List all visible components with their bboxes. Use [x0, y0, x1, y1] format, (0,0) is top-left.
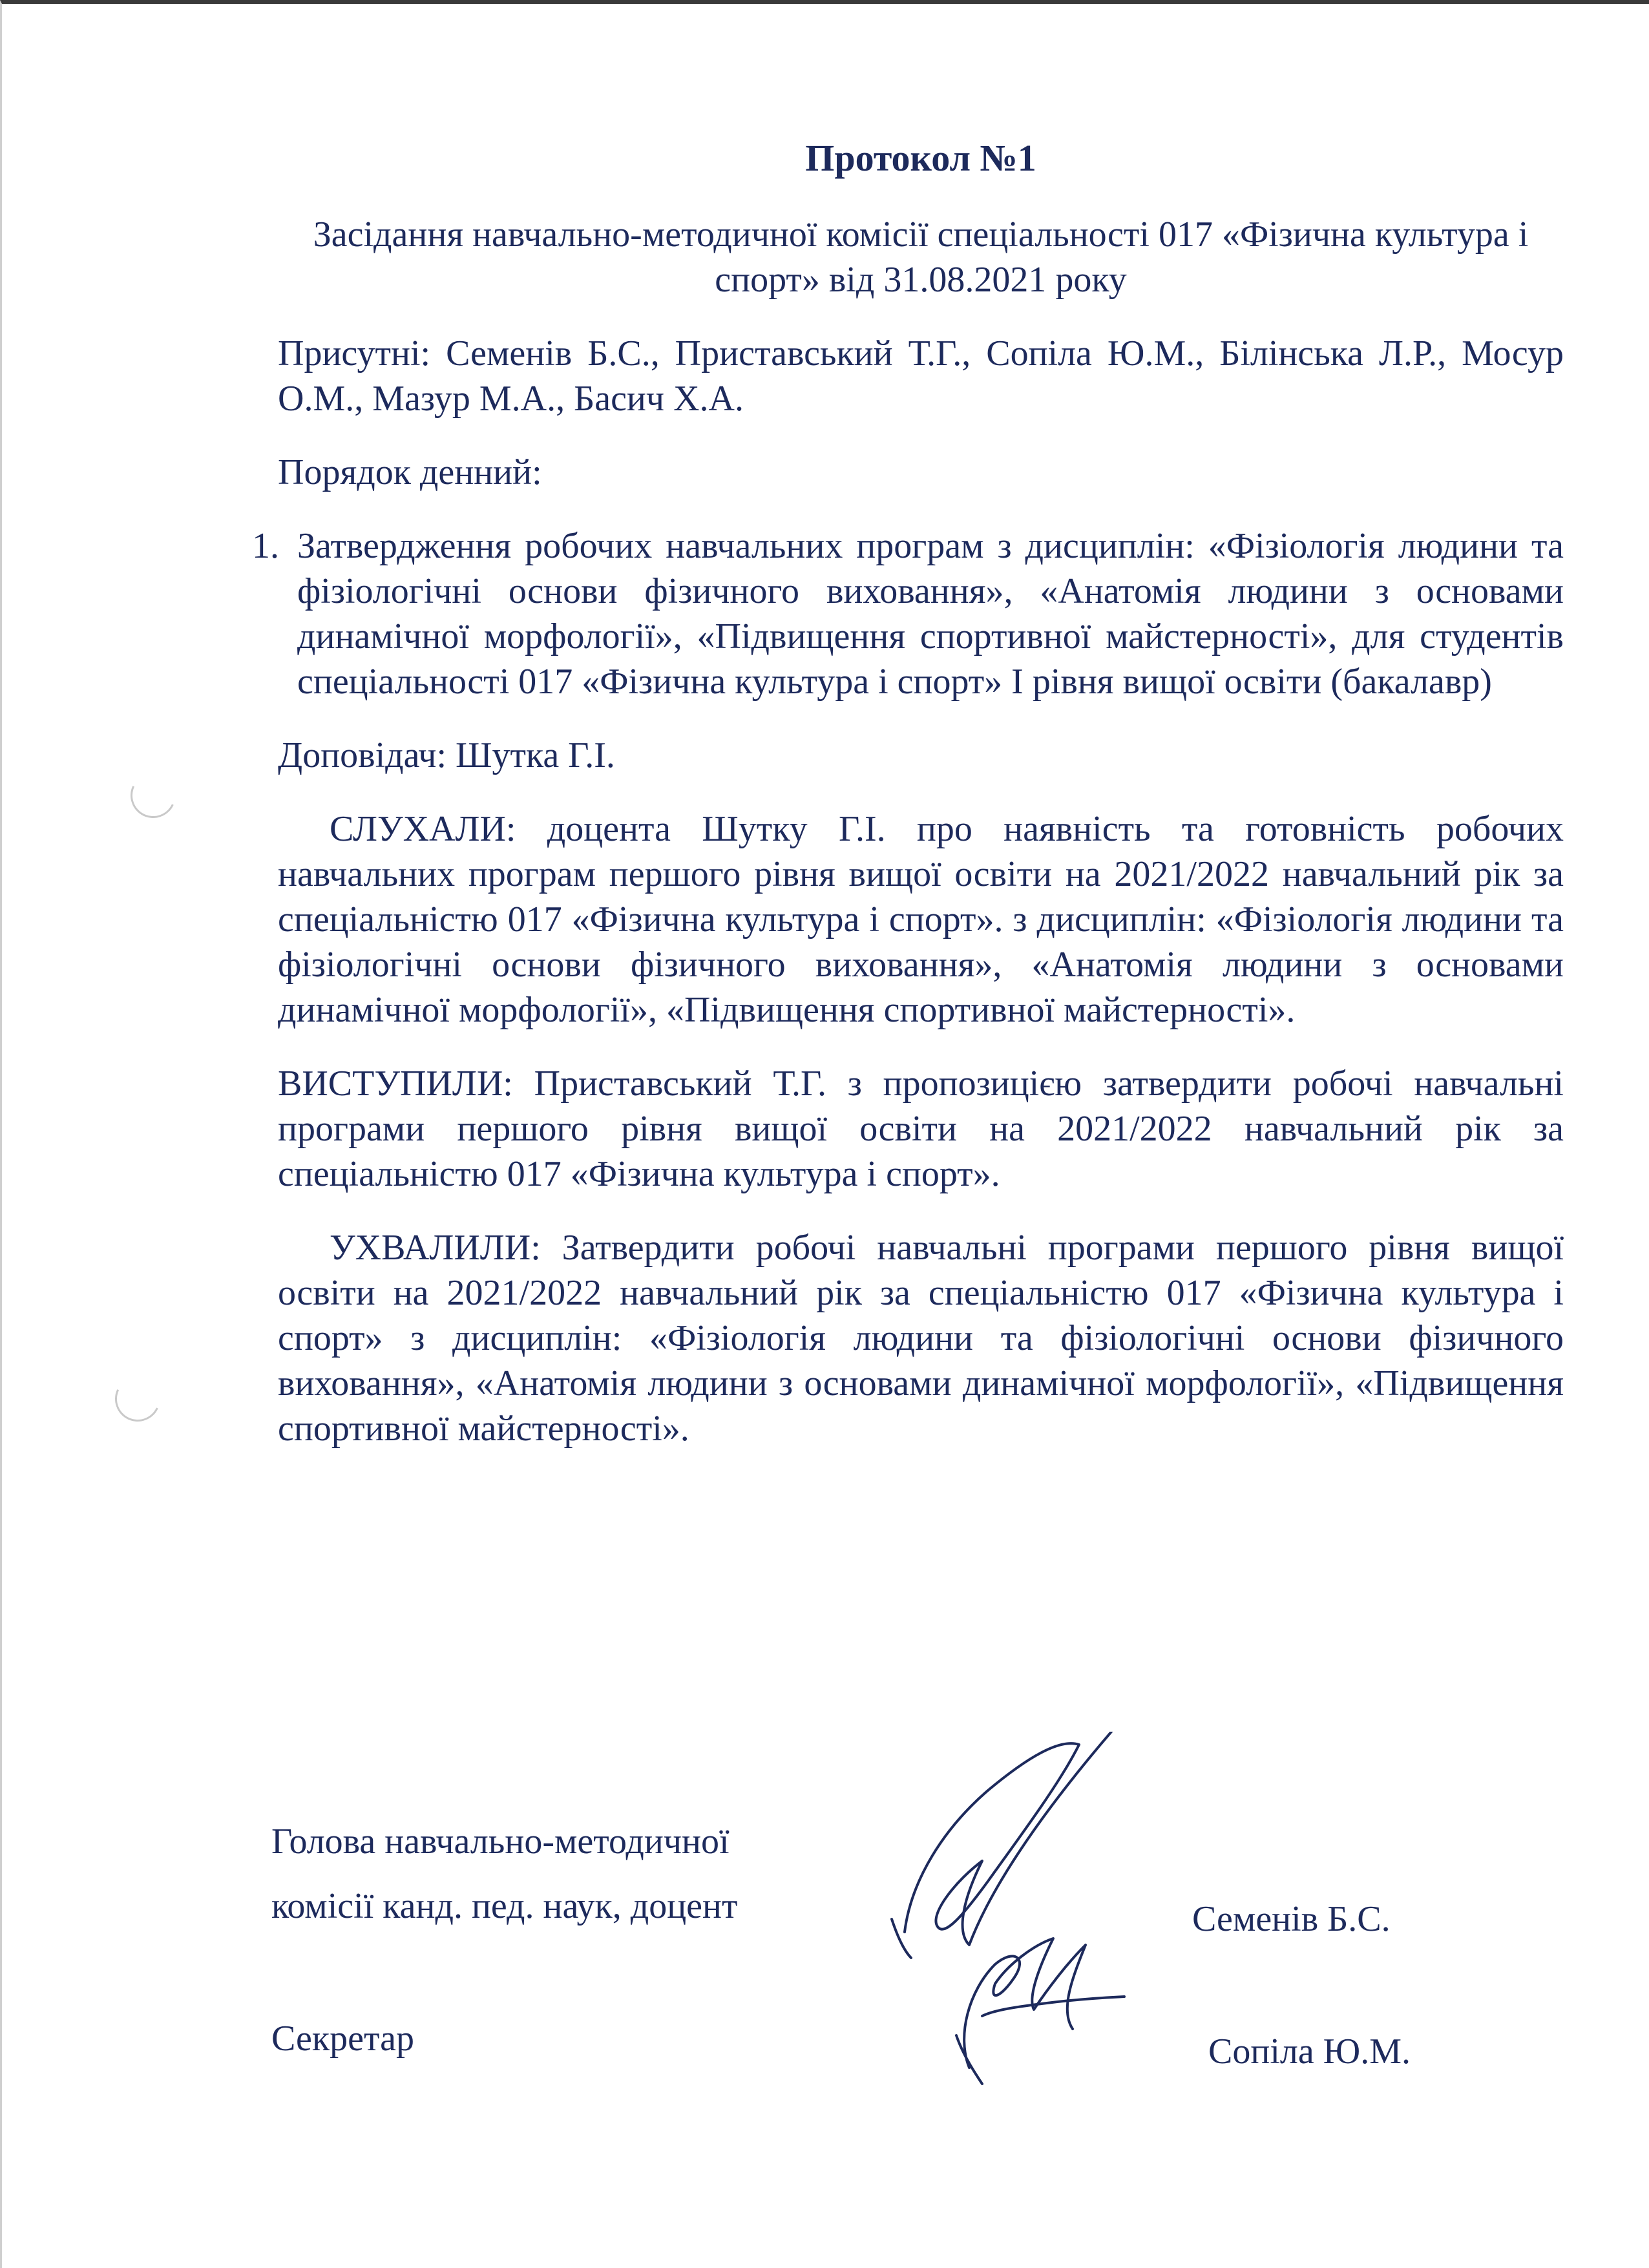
- secretary-name: Сопіла Ю.М.: [1208, 2032, 1411, 2072]
- secretary-label: Секретар: [271, 2019, 414, 2059]
- document-subtitle: Засідання навчально-методичної комісії спеціальності 017 «Фізична культура і спорт» від 31.08.2021 року: [313, 215, 1529, 300]
- agenda-item-number: 1.: [252, 526, 279, 566]
- chair-signature-stroke: [905, 1732, 1111, 1945]
- punch-hole-mark: [124, 766, 182, 824]
- punch-hole-mark: [109, 1370, 167, 1428]
- speaker-line: Доповідач: Шутка Г.І.: [278, 735, 615, 775]
- chair-title-line1: Голова навчально-методичної: [271, 1822, 730, 1862]
- resolved-paragraph: УХВАЛИЛИ: Затвердити робочі навчальні програми першого рівня вищої освіти на 2021/2022 навчальний рік за спеціальністю 017 «Фізична культура і спорт» з дисциплін: «Фізіологія людини та фізіологічні основи фізичного виховання», «Анатомія людини з основами динамічної морфології», «Підвищення спортивної майстерності».: [278, 1228, 1564, 1449]
- agenda-heading: Порядок денний:: [278, 452, 542, 492]
- secretary-signature-stroke: [956, 2035, 982, 2084]
- secretary-signature-stroke: [964, 1938, 1086, 2068]
- secretary-signature-stroke: [982, 1997, 1124, 2016]
- handwritten-signatures: [866, 1732, 1137, 2094]
- chair-signature-stroke: [892, 1919, 911, 1958]
- spoke-paragraph: ВИСТУПИЛИ: Приставський Т.Г. з пропозицією затвердити робочі навчальні програми першого рівня вищої освіти на 2021/2022 навчальний рік за спеціальністю 017 «Фізична культура і спорт».: [278, 1064, 1564, 1194]
- document-body: [252, 136, 1564, 1480]
- agenda-item: [252, 523, 1564, 704]
- chair-title-line2: комісії канд. пед. наук, доцент: [271, 1886, 738, 1926]
- chair-name: Семенів Б.С.: [1192, 1899, 1391, 1939]
- agenda-list: [252, 523, 1564, 704]
- heard-paragraph: СЛУХАЛИ: доцента Шутку Г.І. про наявність та готовність робочих навчальних програм першого рівня вищої освіти на 2021/2022 навчальний рік за спеціальністю 017 «Фізична культура і спорт». з дисциплін: «Фізіологія людини та фізіологічні основи фізичного виховання», «Анатомія людини з основами динамічної морфології», «Підвищення спортивної майстерності».: [278, 809, 1564, 1030]
- present-list: Присутні: Семенів Б.С., Приставський Т.Г., Сопіла Ю.М., Білінська Л.Р., Мосур О.М., Мазур М.А., Басич Х.А.: [278, 333, 1564, 419]
- document-title: Протокол №1: [805, 137, 1036, 179]
- agenda-item-text: Затвердження робочих навчальних програм з дисциплін: «Фізіологія людини та фізіологічні основи фізичного виховання», «Анатомія людини з основами динамічної морфології», «Підвищення спортивної майстерності», для студентів спеціальності 017 «Фізична культура і спорт» І рівня вищої освіти (бакалавр): [297, 526, 1564, 702]
